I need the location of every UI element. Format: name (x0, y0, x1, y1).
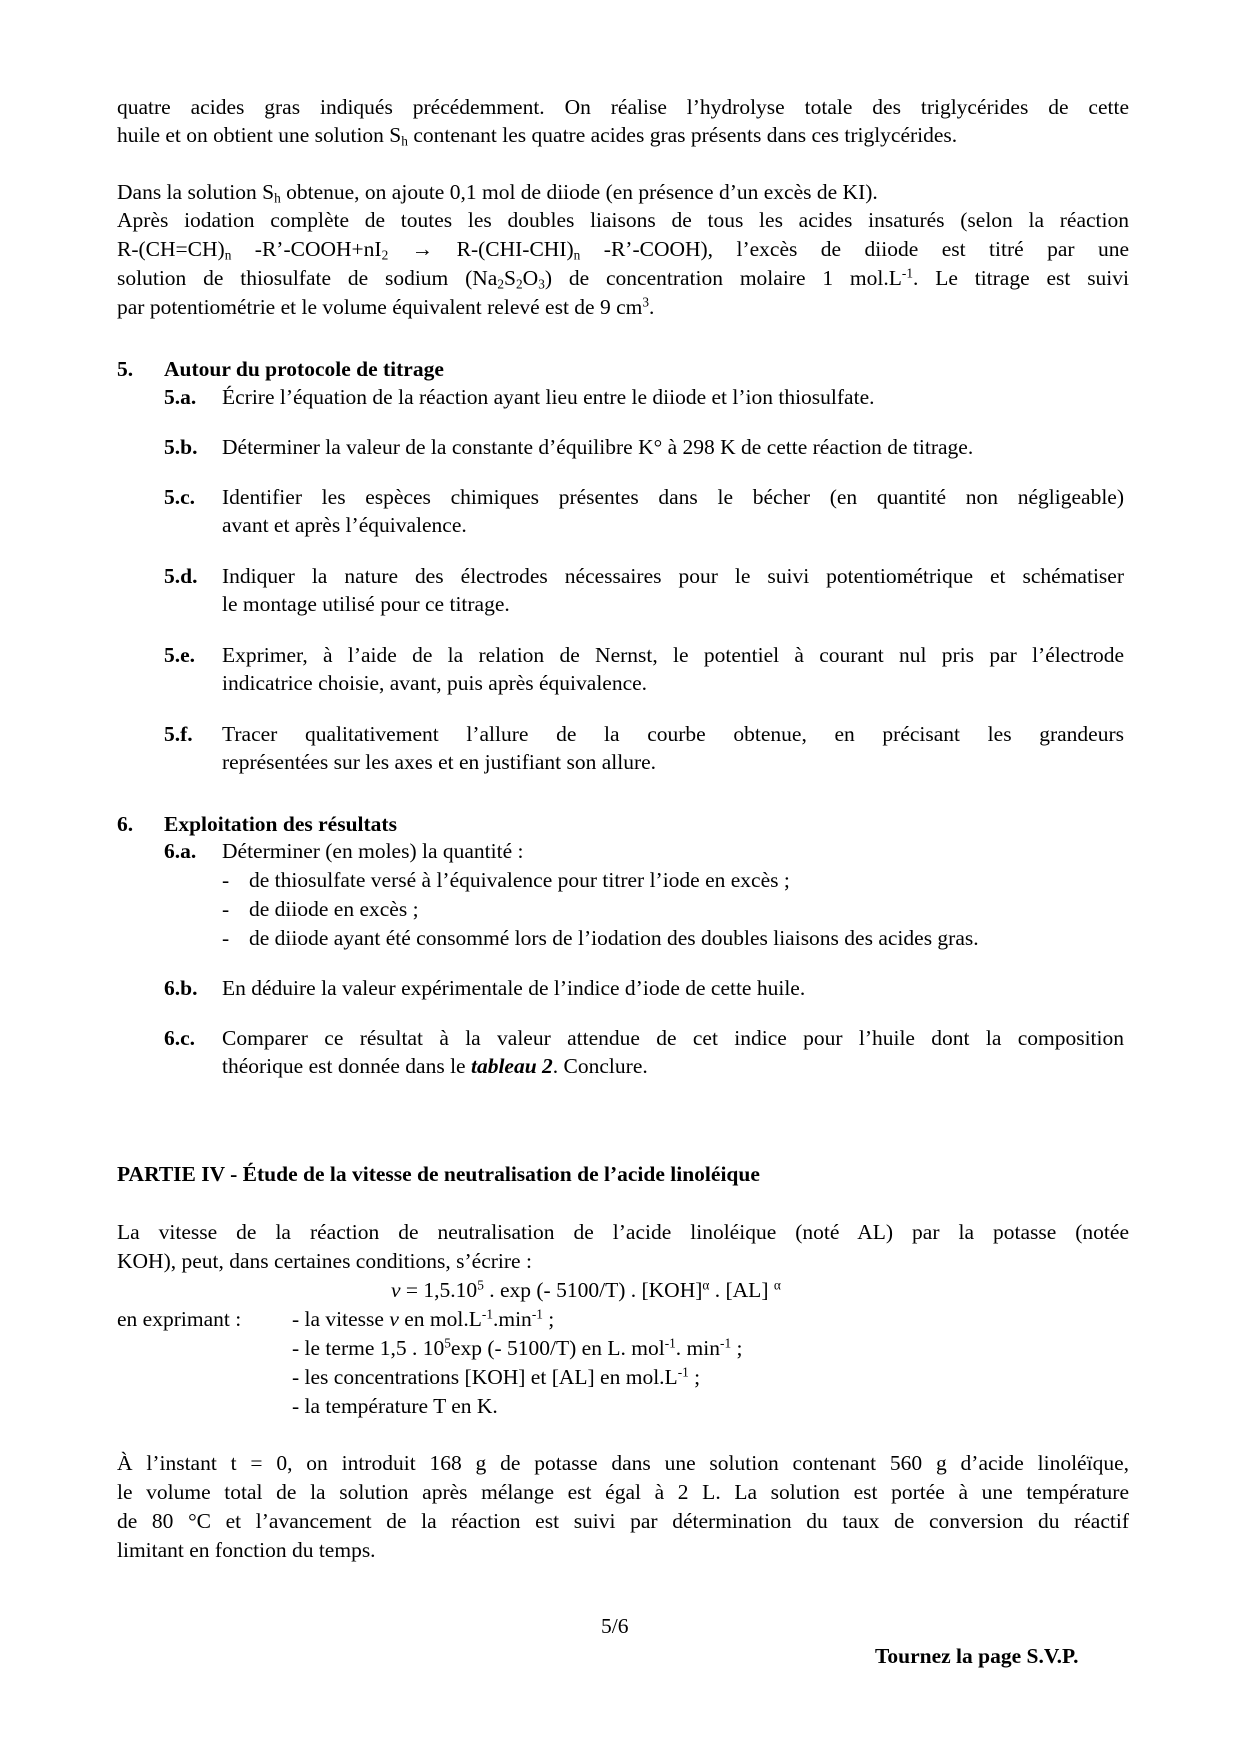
section-6-title: Exploitation des résultats (164, 812, 397, 836)
exprimant-label: en exprimant : (117, 1307, 242, 1331)
intro-line-4: Après iodation complète de toutes les doubles liaisons de tous les acides insaturés (selon la réaction (117, 208, 1129, 232)
intro-line-2: huile et on obtient une solution $S_h$ contenant les quatre acides gras présents dans ces triglycérides. (117, 123, 958, 149)
item-5e-line-1: Exprimer, à l’aide de la relation de Nernst, le potentiel à courant nul pris par l’électrode (222, 643, 1124, 667)
item-6c-label: 6.c. (164, 1026, 196, 1050)
bullet-dash: - (222, 926, 230, 950)
item-6b-label: 6.b. (164, 976, 198, 1000)
rate-equation: $v = 1,5.10^5$ . exp (- 5100/T) . [KOH]$^\alpha$ . [AL] $^\alpha$ (391, 1277, 781, 1302)
p2-line-1: À l’instant t = 0, on introduit 168 g de potasse dans une solution contenant 560 g d’acide linoléïque, (117, 1451, 1129, 1475)
bullet-dash: - (222, 868, 230, 892)
item-5e-label: 5.e. (164, 643, 196, 667)
item-5d-line-2: le montage utilisé pour ce titrage. (222, 592, 510, 616)
bullet-dash: - (222, 897, 230, 921)
item-5b-label: 5.b. (164, 435, 198, 459)
p2-line-3: de 80 °C et l’avancement de la réaction est suivi par détermination du taux de conversion du réactif (117, 1509, 1129, 1533)
def-2: - le terme 1,5 . $10^5\exp$ (- 5100/T) en L. mol$^{-1}$. $\min^{-1}$ ; (292, 1335, 743, 1360)
bullet-3: de diiode ayant été consommé lors de l’iodation des doubles liaisons des acides gras. (249, 926, 979, 950)
item-5a-label: 5.a. (164, 385, 197, 409)
p1-line-1: La vitesse de la réaction de neutralisation de l’acide linoléique (noté AL) par la potasse (notée (117, 1220, 1129, 1244)
item-5d-line-1: Indiquer la nature des électrodes nécessaires pour le suivi potentiométrique et schématiser (222, 564, 1124, 588)
item-6c-line-1: Comparer ce résultat à la valeur attendue de cet indice pour l’huile dont la composition (222, 1026, 1124, 1050)
def-1: - la vitesse v en $mol.L^{-1}.\min^{-1}$ ; (292, 1306, 555, 1331)
section-5-title: Autour du protocole de titrage (164, 357, 444, 381)
turn-page-note: Tournez la page S.V.P. (875, 1644, 1079, 1668)
item-6c-line-2: théorique est donnée dans le tableau 2. Conclure. (222, 1054, 648, 1078)
item-6a-text: Déterminer (en moles) la quantité : (222, 839, 524, 863)
item-5c-line-2: avant et après l’équivalence. (222, 513, 467, 537)
p1-line-2: KOH), peut, dans certaines conditions, s’écrire : (117, 1249, 532, 1273)
section-5-number: 5. (117, 357, 134, 381)
item-5f-label: 5.f. (164, 722, 193, 746)
item-5f-line-2: représentées sur les axes et en justifiant son allure. (222, 750, 657, 774)
partie-4-title: PARTIE IV - Étude de la vitesse de neutralisation de l’acide linoléique (117, 1162, 760, 1186)
intro-line-1: quatre acides gras indiqués précédemment. On réalise l’hydrolyse totale des triglycérides de cette (117, 95, 1129, 119)
item-5a-text: Écrire l’équation de la réaction ayant lieu entre le diiode et l’ion thiosulfate. (222, 385, 875, 409)
item-5c-label: 5.c. (164, 485, 196, 509)
intro-line-6: solution de thiosulfate de sodium $(Na_2S_2O_3)$ de concentration molaire 1 $mol.L^{-1}$. Le titrage est suivi (117, 265, 1130, 292)
section-6-number: 6. (117, 812, 134, 836)
page-number: 5/6 (601, 1614, 629, 1638)
p2-line-2: le volume total de la solution après mélange est égal à 2 L. La solution est portée à une température (117, 1480, 1129, 1504)
item-5d-label: 5.d. (164, 564, 198, 588)
item-6b-text: En déduire la valeur expérimentale de l’indice d’iode de cette huile. (222, 976, 806, 1000)
intro-line-7: par potentiométrie et le volume équivalent relevé est de 9 $cm^3$. (117, 294, 655, 319)
item-5b-text: Déterminer la valeur de la constante d’équilibre K° à 298 K de cette réaction de titrage. (222, 435, 974, 459)
item-6a-label: 6.a. (164, 839, 197, 863)
p2-line-4: limitant en fonction du temps. (117, 1538, 376, 1562)
intro-line-5: $R-(CH=CH)_n$ $-R’-COOH+nI_2 \to R-(CHI-CHI)_n$ -R’-COOH), l’excès de diiode est titré par une (117, 237, 1130, 263)
bullet-2: de diiode en excès ; (249, 897, 419, 921)
tableau-ref: tableau 2 (470, 1054, 553, 1078)
item-5f-line-1: Tracer qualitativement l’allure de la courbe obtenue, en précisant les grandeurs (222, 722, 1124, 746)
intro-line-3: Dans la solution $S_h$ obtenue, on ajoute 0,1 mol de diiode (en présence d’un excès de KI). (117, 180, 878, 206)
bullet-1: de thiosulfate versé à l’équivalence pour titrer l’iode en excès ; (249, 868, 790, 892)
def-3: - les concentrations [KOH] et [AL] en $mol.L^{-1}$ ; (292, 1364, 701, 1389)
item-5c-line-1: Identifier les espèces chimiques présentes dans le bécher (en quantité non négligeable) (222, 485, 1124, 509)
item-5e-line-2: indicatrice choisie, avant, puis après équivalence. (222, 671, 648, 695)
def-4: - la température T en K. (292, 1394, 498, 1418)
